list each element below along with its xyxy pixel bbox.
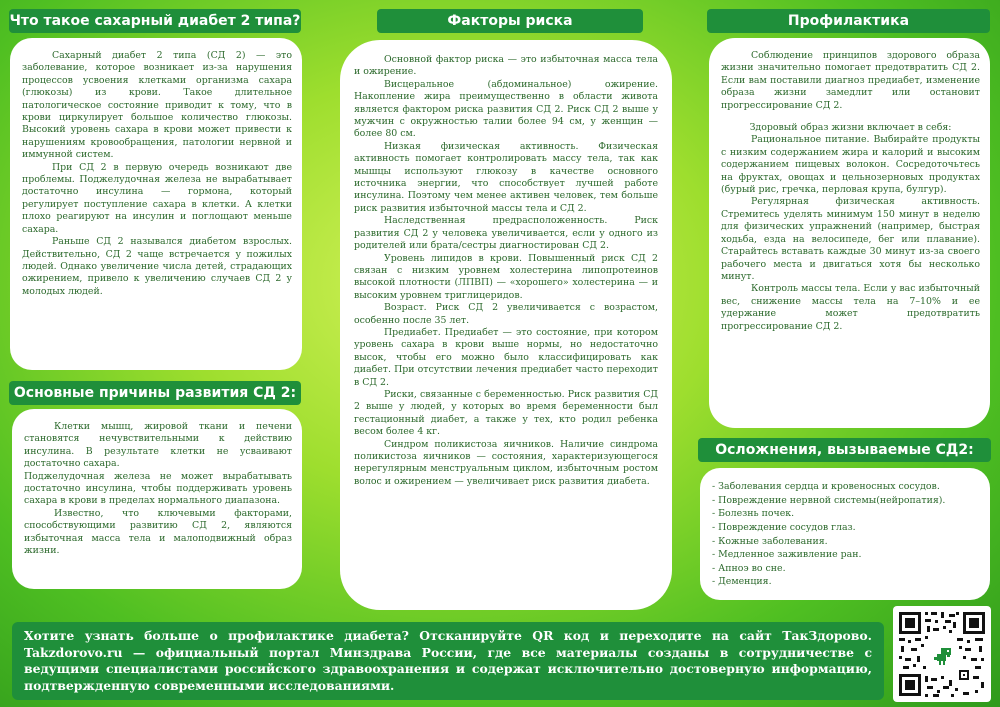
list-item: - Медленное заживление ран. (712, 549, 862, 561)
paragraph: Регулярная физическая активность. Стремитесь уделять минимум 150 минут в неделю для физических упражнений (например, быстрая ходьба, езда на велосипеде, бег или плавание). Старайтесь вставать каждые 30 минут из-за своего рабочего места и двигаться хотя бы несколько минут. (721, 196, 980, 282)
complications-header: Осложнения, вызываемые СД2: (698, 438, 991, 462)
paragraph: Поджелудочная железа не может вырабатывать достаточно инсулина, чтобы поддерживать уровень сахара в крови в пределах нормального диапазона. (24, 470, 292, 507)
what-is-diabetes-header: Что такое сахарный диабет 2 типа? (9, 9, 301, 33)
prevention-card (709, 38, 990, 428)
paragraph: Предиабет. Предиабет — это состояние, при котором уровень сахара в крови выше нормы, но недостаточно высок, чтобы его можно было классифицировать как диабет. При отсутствии лечения предиабет часто переходит в СД 2. (354, 326, 658, 388)
paragraph: Клетки мышц, жировой ткани и печени становятся нечувствительными к действию инсулина. В результате клетки не усваивают достаточно сахара. (24, 421, 292, 470)
risk-factors-header: Факторы риска (377, 9, 643, 33)
paragraph: Низкая физическая активность. Физическая активность помогает контролировать массу тела, так как мышцы используют глюкозу в качестве основного источника энергии, что способствует лучшей работе инсулина. Поэтому чем менее активен человек, тем больше риск развития избыточной массы тела и СД 2. (354, 140, 658, 214)
prevention-header: Профилактика (707, 9, 990, 33)
complications-list (712, 480, 980, 589)
paragraph: Сахарный диабет 2 типа (СД 2) — это заболевание, которое возникает из-за нарушения процессов усвоения клетками организма сахара (глюкозы) из крови. Такое длительное патологическое состояние приводит к тому, что в крови циркулирует большое количество глюкозы. Высокий уровень сахара в крови может привести к нарушениям кровообращения, патологии нервной и иммунной систем. (22, 50, 292, 161)
risk-factors-card (340, 40, 672, 610)
paragraph: Синдром поликистоза яичников. Наличие синдрома поликистоза яичников — состояния, характеризующегося нерегулярным менструальным циклом, избыточным ростом волос и ожирением — увеличивает риск развития диабета. (354, 438, 658, 487)
subheading: Здоровый образ жизни включает в себя: (749, 122, 952, 134)
paragraph: Риски, связанные с беременностью. Риск развития СД 2 выше у людей, у которых во время беременности был гестационный диабет, а также у тех, кто родил ребенка весом более 4 кг. (354, 388, 658, 438)
paragraph: Соблюдение принципов здорового образа жизни значительно помогает предотвратить СД 2. Если вам поставили диагноз предиабет, изменение образа жизни замедлит или остановит прогрессирование СД 2. (721, 50, 980, 111)
paragraph: Возраст. Риск СД 2 увеличивается с возрастом, особенно после 35 лет. (354, 302, 658, 326)
list-item: - Повреждение сосудов глаз. (712, 521, 856, 533)
list-item: - Заболевания сердца и кровеносных сосудов. (712, 481, 940, 492)
causes-card (12, 409, 302, 589)
paragraph: Наследственная предрасположенность. Риск развития СД 2 у человека увеличивается, если у одного из родителей или брата/сестры диагностирован СД 2. (354, 215, 658, 252)
qr-code-icon (893, 606, 991, 702)
footer-banner (12, 622, 884, 700)
list-item: - Кожные заболевания. (712, 535, 828, 547)
list-item: - Болезнь почек. (712, 508, 795, 520)
list-item: - Деменция. (712, 576, 772, 588)
list-item: - Повреждение нервной системы(нейропатия). (712, 494, 946, 506)
what-is-diabetes-card (10, 38, 302, 370)
paragraph: Висцеральное (абдоминальное) ожирение. Накопление жира преимущественно в области живота является фактором риска развития СД 2. Риск СД 2 выше у мужчин с окружностью талии более 94 см, у женщин — более 80 см. (354, 78, 658, 140)
qr-code[interactable] (893, 606, 991, 702)
paragraph: Основной фактор риска — это избыточная масса тела и ожирение. (354, 54, 658, 78)
footer-text: Хотите узнать больше о профилактике диабета? Отсканируйте QR код и переходите на сайт ТакЗдорово. Takzdorovo.ru — официальный портал Минздрава России, где все материалы созданы в сотрудничестве с ведущими специалистами российского здравоохранения и содержат исключительно достоверную информацию, подтвержденную современными исследованиями. (24, 628, 872, 693)
list-item: - Апноэ во сне. (712, 562, 786, 574)
complications-card (700, 468, 990, 600)
paragraph: Рациональное питание. Выбирайте продукты с низким содержанием жира и калорий и высоким содержанием пищевых волокон. Сосредоточьтесь на фруктах, овощах и цельнозерновых продуктах (бурый рис, гречка, перловая крупа, булгур). (721, 134, 980, 196)
paragraph: Раньше СД 2 назывался диабетом взрослых. Действительно, СД 2 чаще встречается у пожилых людей. Однако увеличение числа детей, страдающих ожирением, привело к увеличению случаев СД 2 у молодых людей. (22, 236, 292, 297)
paragraph: Контроль массы тела. Если у вас избыточный вес, снижение массы тела на 7–10% и ее удержание может предотвратить прогрессирование СД 2. (721, 283, 980, 332)
paragraph: При СД 2 в первую очередь возникают две проблемы. Поджелудочная железа не вырабатывает достаточно инсулина — гормона, который регулирует поступление сахара в клетки. А клетки плохо реагируют на инсулин и поглощают меньше сахара. (22, 161, 292, 235)
causes-header: Основные причины развития СД 2: (9, 381, 301, 405)
paragraph: Известно, что ключевыми факторами, способствующими развитию СД 2, являются избыточная масса тела и малоподвижный образ жизни. (24, 507, 292, 557)
paragraph: Уровень липидов в крови. Повышенный риск СД 2 связан с низким уровнем холестерина липопротеинов высокой плотности (ЛПВП) — «хорошего» холестерина — и высоким уровнем триглицеридов. (354, 252, 658, 301)
dinosaur-icon (933, 646, 953, 666)
